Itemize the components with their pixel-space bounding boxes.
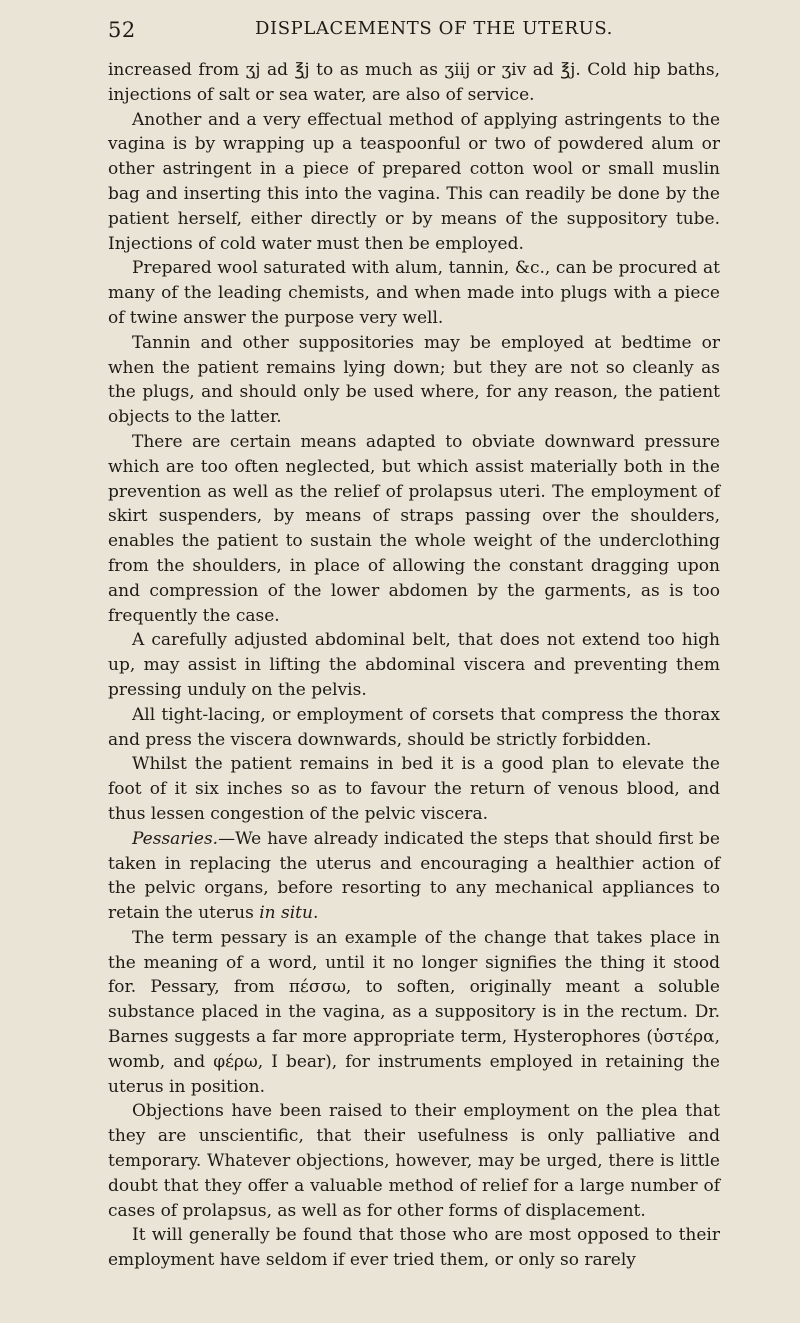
- paragraph-body: —We have already indicated the steps that should first be taken in replacing the uterus and encouraging a healthier action of the pelvic organs, before resorting to any mechanical appliances to retain the uterus: [108, 828, 720, 924]
- paragraph-end: .: [312, 903, 319, 924]
- paragraph: Tannin and other suppositories may be employed at bedtime or when the patient remains lying down; but they are not so cleanly as the plugs, and should only be used where, for any reason, the patient objects to the latter.: [108, 332, 720, 428]
- running-head-title: DISPLACEMENTS OF THE UTERUS.: [254, 18, 613, 39]
- paragraph: All tight-lacing, or employment of corsets that compress the thorax and press the viscera downwards, should be strictly forbidden.: [108, 704, 720, 750]
- paragraph: Objections have been raised to their employment on the plea that they are unscientific, that their usefulness is only palliative and temporary. Whatever objections, however, may be urged, there is little doubt that they offer a valuable method of relief for a large number of cases of prolapsus, as well as for other forms of displacement.: [108, 1101, 720, 1221]
- paragraph: Another and a very effectual method of applying astringents to the vagina is by wrapping up a teaspoonful or two of powdered alum or other astringent in a piece of prepared cotton wool or small muslin bag and inserting this into the vagina. This can readily be done by the patient herself, either directly or by means of the suppository tube. Injections of cold water must then be employed.: [108, 109, 720, 254]
- italic-phrase: in situ: [259, 903, 313, 924]
- paragraph: increased from ʒj ad ℥j to as much as ʒiij or ʒiv ad ℥j. Cold hip baths, injections of salt or sea water, are also of service.: [108, 60, 720, 105]
- running-head: [108, 18, 720, 48]
- paragraph: There are certain means adapted to obviate downward pressure which are too often neglected, but which assist materially both in the prevention as well as the relief of prolapsus uteri. The employment of skirt suspenders, by means of straps passing over the shoulders, enables the patient to sustain the whole weight of the underclothing from the shoulders, in place of allowing the constant dragging upon and compression of the lower abdomen by the garments, as is too frequently the case.: [108, 431, 720, 626]
- paragraph: The term pessary is an example of the change that takes place in the meaning of a word, until it no longer signifies the thing it stood for. Pessary, from πέσσω, to soften, originally meant a soluble substance placed in the vagina, as a suppository is in the rectum. Dr. Barnes suggests a far more appropriate term, Hysterophores (ὑστέρα, womb, and φέρω, I bear), for instruments employed in retaining the uterus in position.: [108, 927, 720, 1097]
- paragraph-pessaries: [108, 827, 720, 926]
- page-number: 52: [108, 18, 136, 42]
- paragraph: A carefully adjusted abdominal belt, that does not extend too high up, may assist in lifting the abdominal viscera and preventing them pressing unduly on the pelvis.: [108, 630, 720, 700]
- section-heading-pessaries: Pessaries.: [132, 828, 219, 849]
- paragraph: Prepared wool saturated with alum, tannin, &c., can be procured at many of the leading chemists, and when made into plugs with a piece of twine answer the purpose very well.: [108, 258, 720, 328]
- body-text: [108, 58, 720, 1273]
- paragraph: Whilst the patient remains in bed it is a good plan to elevate the foot of it six inches so as to favour the return of venous blood, and thus lessen congestion of the pelvic viscera.: [108, 754, 720, 824]
- paragraph: It will generally be found that those who are most opposed to their employment have seldom if ever tried them, or only so rarely: [108, 1225, 720, 1271]
